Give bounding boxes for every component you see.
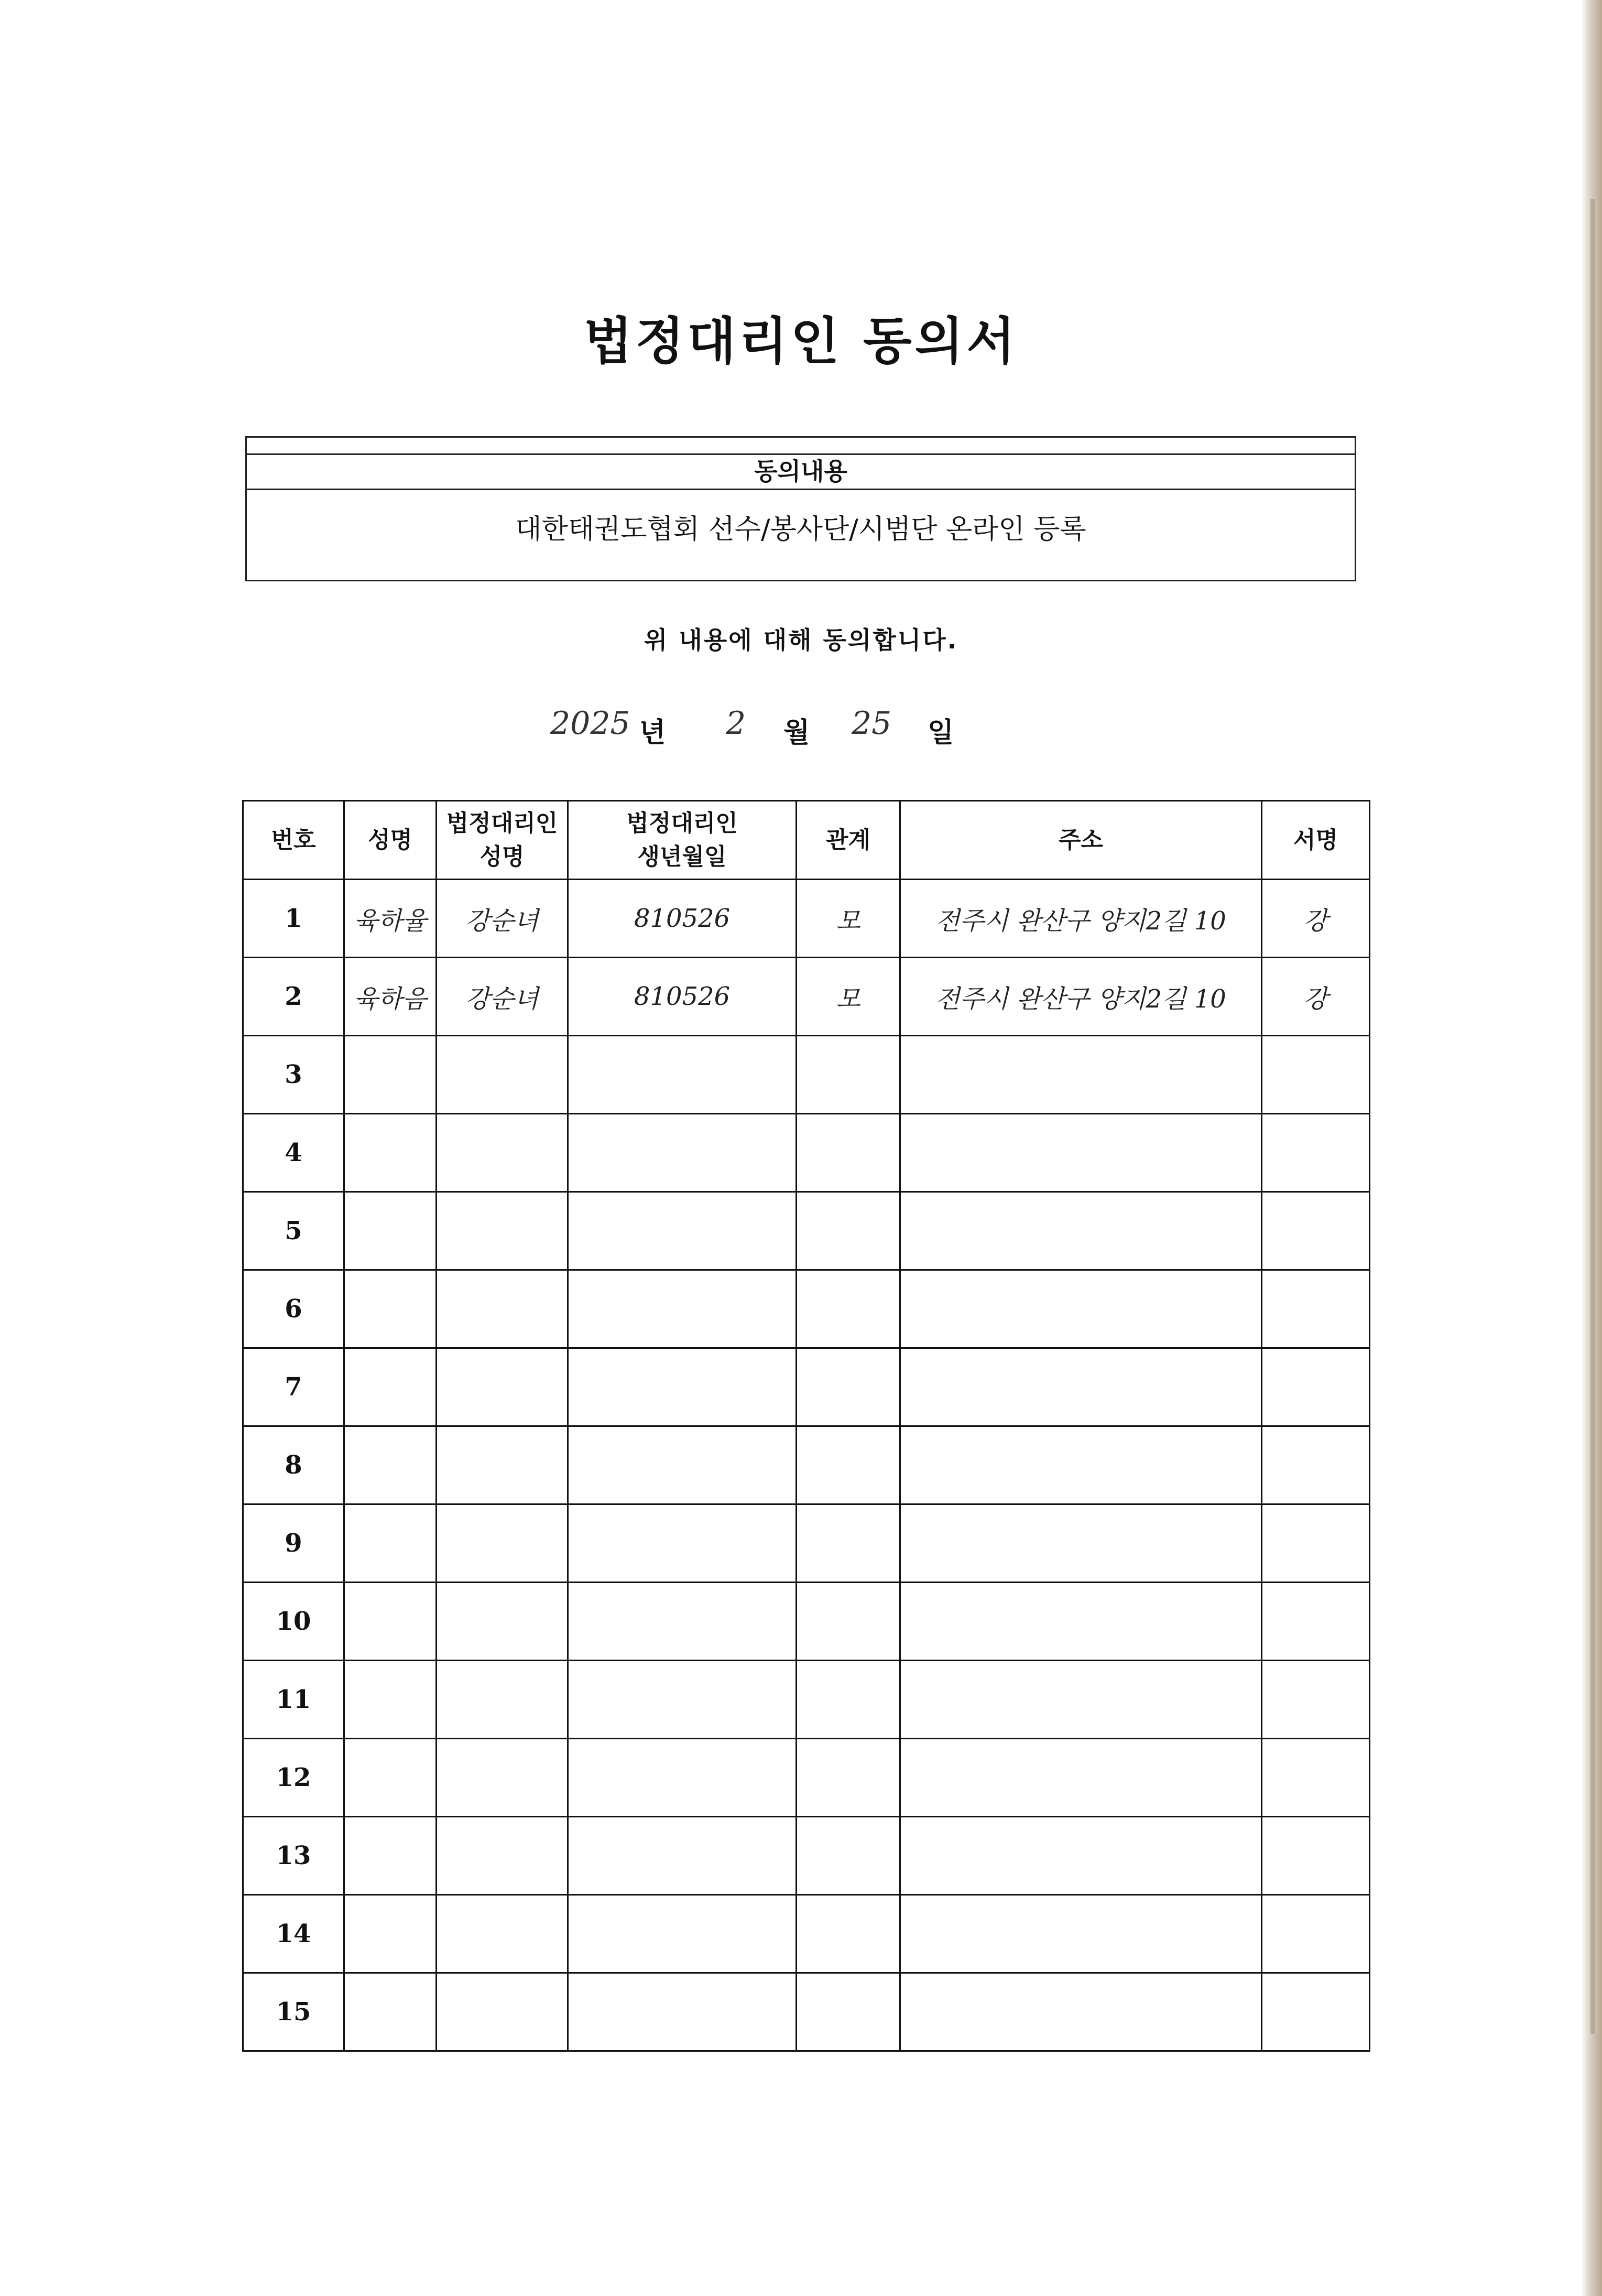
address-cell: 전주시 완산구 양지2길 10 [900, 880, 1262, 958]
minor-name-cell [344, 1348, 437, 1426]
guardian-name-cell [437, 1348, 568, 1426]
relation-cell [797, 1583, 900, 1661]
minor-name-cell [344, 1817, 437, 1895]
guardian-birthdate-cell: 810526 [568, 880, 797, 958]
address-cell [900, 1036, 1262, 1114]
row-number-cell: 13 [243, 1817, 344, 1895]
signature-cell [1262, 1895, 1370, 1973]
minor-name-cell [344, 1895, 437, 1973]
row-number-cell: 5 [243, 1192, 344, 1270]
consent-text: 대한태권도협회 선수/봉사단/시범단 온라인 등록 [515, 514, 1086, 545]
consent-header: 동의내용 [247, 453, 1355, 490]
signature-cell [1262, 1973, 1370, 2051]
guardian-name-cell [437, 1895, 568, 1973]
guardian-birthdate-cell [568, 1504, 797, 1583]
table-row [243, 1270, 1370, 1348]
minor-name-cell [344, 1036, 437, 1114]
header-rep-name-line1: 법정대리인 [446, 809, 558, 837]
signature-cell: 강 [1262, 880, 1370, 958]
address-cell: 전주시 완산구 양지2길 10 [900, 958, 1262, 1036]
guardian-birthdate-cell [568, 1739, 797, 1817]
row-number-cell: 9 [243, 1504, 344, 1583]
signature-cell [1262, 1817, 1370, 1895]
paper-edge-shadow [1590, 199, 1595, 2034]
minor-name-cell: 육하음 [344, 958, 437, 1036]
table-row [243, 1583, 1370, 1661]
header-rep-name [437, 801, 568, 880]
row-number-cell: 15 [243, 1973, 344, 2051]
guardian-birthdate-cell [568, 1114, 797, 1192]
guardian-name-cell: 강순녀 [437, 880, 568, 958]
minor-name-cell [344, 1583, 437, 1661]
relation-cell: 모 [797, 958, 900, 1036]
relation-cell [797, 1973, 900, 2051]
relation-cell [797, 1192, 900, 1270]
signature-cell [1262, 1661, 1370, 1739]
address-cell [900, 1192, 1262, 1270]
minor-name-cell [344, 1426, 437, 1504]
address-cell [900, 1504, 1262, 1583]
address-cell [900, 1114, 1262, 1192]
relation-cell [797, 1661, 900, 1739]
header-no: 번호 [243, 801, 344, 880]
signature-cell [1262, 1348, 1370, 1426]
header-address: 주소 [900, 801, 1262, 880]
header-rep-birth-line2: 생년월일 [637, 843, 727, 870]
guardian-name-cell [437, 1504, 568, 1583]
signature-cell [1262, 1192, 1370, 1270]
guardian-name-cell [437, 1270, 568, 1348]
table-row [243, 1739, 1370, 1817]
registration-table [242, 800, 1370, 2052]
guardian-birthdate-cell [568, 1895, 797, 1973]
row-number-cell: 3 [243, 1036, 344, 1114]
table-row [243, 1661, 1370, 1739]
signature-cell [1262, 1270, 1370, 1348]
address-cell [900, 1973, 1262, 2051]
row-number-cell: 14 [243, 1895, 344, 1973]
guardian-name-cell [437, 1817, 568, 1895]
signature-cell: 강 [1262, 958, 1370, 1036]
table-row [243, 1114, 1370, 1192]
relation-cell: 모 [797, 880, 900, 958]
minor-name-cell [344, 1504, 437, 1583]
header-rep-birth [568, 801, 797, 880]
guardian-birthdate-cell [568, 1817, 797, 1895]
row-number-cell: 11 [243, 1661, 344, 1739]
guardian-birthdate-cell [568, 1661, 797, 1739]
address-cell [900, 1739, 1262, 1817]
guardian-birthdate-cell [568, 1583, 797, 1661]
date-year: 2025 [550, 705, 630, 742]
minor-name-cell [344, 1661, 437, 1739]
document-title: 법정대리인 동의서 [583, 312, 1019, 371]
guardian-birthdate-cell [568, 1036, 797, 1114]
address-cell [900, 1270, 1262, 1348]
signature-cell [1262, 1426, 1370, 1504]
date-day: 25 [852, 705, 892, 742]
table-row [243, 1348, 1370, 1426]
table-row [243, 958, 1370, 1036]
table-row [243, 1036, 1370, 1114]
address-cell [900, 1348, 1262, 1426]
relation-cell [797, 1739, 900, 1817]
signature-cell [1262, 1583, 1370, 1661]
row-number-cell: 4 [243, 1114, 344, 1192]
row-number-cell: 8 [243, 1426, 344, 1504]
address-cell [900, 1817, 1262, 1895]
relation-cell [797, 1114, 900, 1192]
guardian-name-cell [437, 1661, 568, 1739]
address-cell [900, 1426, 1262, 1504]
guardian-name-cell [437, 1739, 568, 1817]
row-number-cell: 1 [243, 880, 344, 958]
relation-cell [797, 1348, 900, 1426]
relation-cell [797, 1504, 900, 1583]
row-number-cell: 10 [243, 1583, 344, 1661]
consent-box [245, 436, 1356, 581]
guardian-name-cell [437, 1192, 568, 1270]
relation-cell [797, 1270, 900, 1348]
table-row [243, 880, 1370, 958]
table-row [243, 1895, 1370, 1973]
table-row [243, 1426, 1370, 1504]
guardian-name-cell [437, 1583, 568, 1661]
guardian-birthdate-cell [568, 1973, 797, 2051]
header-relation: 관계 [797, 801, 900, 880]
header-rep-birth-line1: 법정대리인 [626, 809, 738, 837]
minor-name-cell [344, 1270, 437, 1348]
address-cell [900, 1895, 1262, 1973]
signature-cell [1262, 1739, 1370, 1817]
relation-cell [797, 1817, 900, 1895]
guardian-birthdate-cell: 810526 [568, 958, 797, 1036]
guardian-name-cell [437, 1114, 568, 1192]
relation-cell [797, 1895, 900, 1973]
guardian-name-cell [437, 1036, 568, 1114]
header-name: 성명 [344, 801, 437, 880]
signature-cell [1262, 1036, 1370, 1114]
address-cell [900, 1583, 1262, 1661]
minor-name-cell [344, 1192, 437, 1270]
guardian-name-cell [437, 1973, 568, 2051]
table-row [243, 1192, 1370, 1270]
guardian-birthdate-cell [568, 1270, 797, 1348]
table-row [243, 1817, 1370, 1895]
guardian-name-cell [437, 1426, 568, 1504]
minor-name-cell [344, 1114, 437, 1192]
signature-cell [1262, 1504, 1370, 1583]
date-month-label: 월 [783, 717, 810, 749]
minor-name-cell [344, 1739, 437, 1817]
header-rep-name-line2: 성명 [479, 843, 525, 870]
relation-cell [797, 1036, 900, 1114]
signature-cell [1262, 1114, 1370, 1192]
table-header-row [243, 801, 1370, 880]
date-year-label: 년 [639, 717, 666, 749]
agreement-statement: 위 내용에 대해 동의합니다. [644, 626, 958, 654]
table-row [243, 1504, 1370, 1583]
minor-name-cell [344, 1973, 437, 2051]
guardian-birthdate-cell [568, 1192, 797, 1270]
guardian-birthdate-cell [568, 1348, 797, 1426]
row-number-cell: 12 [243, 1739, 344, 1817]
date-day-label: 일 [928, 717, 954, 749]
table-row [243, 1973, 1370, 2051]
relation-cell [797, 1426, 900, 1504]
date-month: 2 [726, 705, 746, 742]
address-cell [900, 1661, 1262, 1739]
guardian-birthdate-cell [568, 1426, 797, 1504]
row-number-cell: 6 [243, 1270, 344, 1348]
header-signature: 서명 [1262, 801, 1370, 880]
guardian-name-cell: 강순녀 [437, 958, 568, 1036]
row-number-cell: 7 [243, 1348, 344, 1426]
minor-name-cell: 육하율 [344, 880, 437, 958]
row-number-cell: 2 [243, 958, 344, 1036]
